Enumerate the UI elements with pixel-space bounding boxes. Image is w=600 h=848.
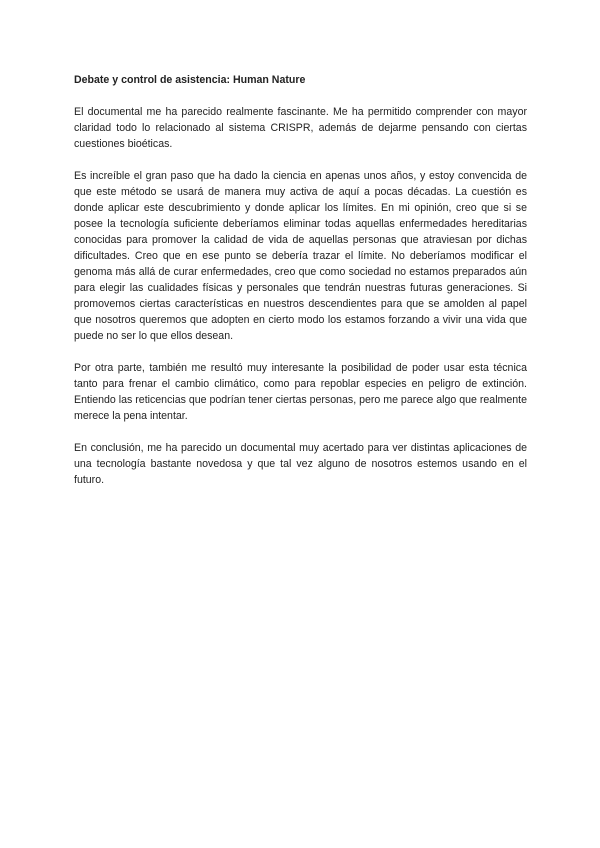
document-title: Debate y control de asistencia: Human Nature (74, 74, 306, 86)
paragraph-other-uses: Por otra parte, también me resultó muy interesante la posibilidad de poder usar esta técnica tanto para frenar el cambio climático, como para repoblar especies en peligro de extinción. Entiendo las reticencias que podrían tener ciertas personas, pero me parece algo que realmente merece la pena intentar. (74, 362, 527, 422)
paragraph-intro: El documental me ha parecido realmente fascinante. Me ha permitido comprender con mayor claridad todo lo relacionado al sistema CRISPR, además de dejarme pensando con ciertas cuestiones bioéticas. (74, 106, 527, 150)
paragraph-opinion: Es increíble el gran paso que ha dado la ciencia en apenas unos años, y estoy convencida de que este método se usará de manera muy activa de aquí a pocas décadas. La cuestión es donde aplicar este descubrimiento y donde aplicar los límites. En mi opinión, creo que si se posee la tecnología suficiente deberíamos eliminar todas aquellas enfermedades hereditarias conocidas para promover la calidad de vida de aquellas personas que atraviesan por dichas dificultades. Creo que en ese punto se debería trazar el límite. No deberíamos modificar el genoma más allá de curar enfermedades, creo que como sociedad no estamos preparados aún para elegir las cualidades físicas y personales que tendrán nuestras futuras generaciones. Si promovemos ciertas características en nuestros descendientes para que se amolden al papel que nosotros queremos que adopten en cierto modo los estamos forzando a vivir una vida que puede no ser lo que ellos desean. (74, 170, 527, 342)
paragraph-conclusion: En conclusión, me ha parecido un documental muy acertado para ver distintas aplicaciones de una tecnología bastante novedosa y que tal vez alguno de nosotros estemos usando en el futuro. (74, 442, 527, 486)
document-body (74, 72, 527, 504)
